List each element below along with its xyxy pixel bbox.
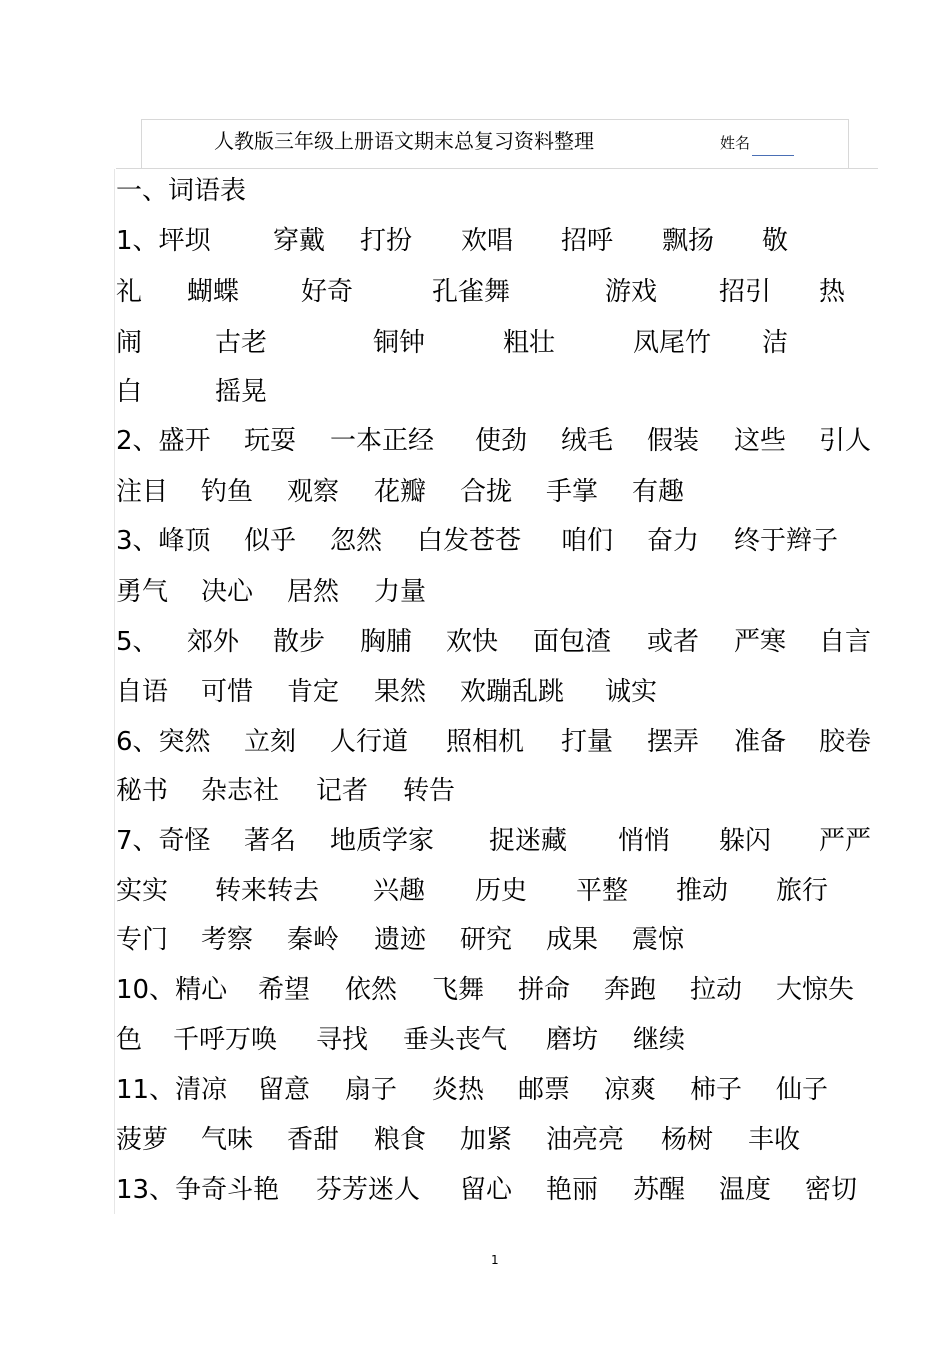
vocab-word: 奋力: [647, 526, 700, 556]
vocab-word: 决心: [201, 577, 254, 607]
header-frame-bottom: [116, 168, 878, 169]
vocab-line: [0, 523, 950, 559]
vocab-word: 菠萝: [116, 1125, 169, 1155]
vocab-word: 绒毛: [561, 426, 614, 456]
vocab-word: 成果: [546, 925, 599, 955]
vocab-word: 似乎: [244, 526, 297, 556]
vocab-line: [0, 972, 950, 1008]
page-number: 1: [491, 1253, 499, 1267]
vocab-line: [0, 574, 950, 610]
vocab-word: 研究: [460, 925, 513, 955]
vocab-word: 手掌: [546, 477, 599, 507]
vocab-line: [0, 325, 950, 361]
vocab-word: 推动: [676, 876, 729, 906]
vocab-word: 凤尾竹: [633, 328, 712, 358]
vocab-word: 留心: [460, 1175, 513, 1205]
vocab-word: 礼: [116, 277, 143, 307]
vocab-word: 引人: [819, 426, 872, 456]
vocab-word: 注目: [116, 477, 169, 507]
vocab-word: 欢快: [446, 627, 499, 657]
vocab-word: 加紧: [460, 1125, 513, 1155]
vocab-word: 照相机: [446, 727, 525, 757]
vocab-word: 洁: [762, 328, 789, 358]
vocab-word: 一本正经: [330, 426, 435, 456]
vocab-line: [0, 374, 950, 410]
vocab-line: [0, 1072, 950, 1108]
vocab-word: 仙子: [776, 1075, 829, 1105]
vocab-word: 勇气: [116, 577, 169, 607]
vocab-word: 留意: [258, 1075, 311, 1105]
vocab-word: 丰收: [748, 1125, 801, 1155]
vocab-word: 闹: [116, 328, 143, 358]
vocab-word: 著名: [244, 826, 297, 856]
vocab-word: 敬: [762, 226, 789, 256]
vocab-word: 转来转去: [215, 876, 320, 906]
vocab-word: 自言: [819, 627, 872, 657]
vocab-word: 准备: [734, 727, 787, 757]
vocab-word: 胸脯: [360, 627, 413, 657]
vocab-word: 6、突然: [116, 727, 211, 757]
vocab-word: 热: [819, 277, 846, 307]
vocab-word: 扇子: [345, 1075, 398, 1105]
vocab-word: 合拢: [460, 477, 513, 507]
header-frame-left: [141, 119, 142, 169]
vocab-word: 千呼万唤: [173, 1025, 278, 1055]
vocab-word: 转告: [403, 776, 456, 806]
vocab-line: [0, 773, 950, 809]
vocab-line: [0, 823, 950, 859]
vocab-word: 兴趣: [373, 876, 426, 906]
vocab-word: 穿戴: [273, 226, 326, 256]
vocab-word: 有趣: [632, 477, 685, 507]
vocab-word: 地质学家: [330, 826, 435, 856]
vocab-word: 温度: [719, 1175, 772, 1205]
vocab-word: 玩耍: [244, 426, 297, 456]
vocab-word: 飘扬: [662, 226, 715, 256]
vocab-word: 柿子: [690, 1075, 743, 1105]
vocab-word: 人行道: [330, 727, 409, 757]
vocab-word: 10、精心: [116, 975, 228, 1005]
vocab-word: 打量: [561, 727, 614, 757]
vocab-word: 郊外: [187, 627, 240, 657]
vocab-word: 忽然: [330, 526, 383, 556]
vocab-word: 使劲: [475, 426, 528, 456]
vocab-line: [0, 922, 950, 958]
vocab-line: [0, 724, 950, 760]
vocab-word: 蝴蝶: [187, 277, 240, 307]
vocab-word: 诚实: [605, 677, 658, 707]
vocab-line: [0, 624, 950, 660]
vocab-word: 悄悄: [618, 826, 671, 856]
vocab-word: 气味: [201, 1125, 254, 1155]
section-title: 一、词语表: [116, 176, 247, 206]
vocab-word: 秦岭: [287, 925, 340, 955]
vocab-word: 垂头丧气: [403, 1025, 508, 1055]
vocab-word: 秘书: [116, 776, 169, 806]
vocab-line: [0, 474, 950, 510]
vocab-word: 或者: [647, 627, 700, 657]
vocab-word: 杨树: [661, 1125, 714, 1155]
vocab-line: [0, 1122, 950, 1158]
vocab-word: 终于辫子: [734, 526, 839, 556]
vocab-word: 7、奇怪: [116, 826, 211, 856]
vocab-word: 粮食: [374, 1125, 427, 1155]
vocab-line: [0, 423, 950, 459]
vocab-word: 密切: [805, 1175, 858, 1205]
vocab-word: 历史: [475, 876, 528, 906]
vocab-word: 严寒: [734, 627, 787, 657]
vocab-line: [0, 1022, 950, 1058]
vocab-word: 油亮亮: [546, 1125, 625, 1155]
header-frame-right: [848, 119, 849, 169]
vocab-word: 旅行: [776, 876, 829, 906]
vocab-word: 力量: [374, 577, 427, 607]
vocab-word: 拉动: [690, 975, 743, 1005]
vocab-word: 孔雀舞: [432, 277, 511, 307]
vocab-line: [0, 873, 950, 909]
vocab-word: 面包渣: [533, 627, 612, 657]
vocab-word: 奔跑: [604, 975, 657, 1005]
vocab-word: 记者: [316, 776, 369, 806]
vocab-word: 钓鱼: [201, 477, 254, 507]
vocab-word: 实实: [116, 876, 169, 906]
vocab-word: 自语: [116, 677, 169, 707]
name-blank-line: [752, 155, 794, 156]
vocab-word: 打扮: [360, 226, 413, 256]
vocab-word: 炎热: [432, 1075, 485, 1105]
vocab-word: 古老: [215, 328, 268, 358]
vocab-word: 观察: [287, 477, 340, 507]
vocab-line: [0, 674, 950, 710]
vocab-word: 假装: [647, 426, 700, 456]
vocab-word: 摆弄: [647, 727, 700, 757]
vocab-line: [0, 223, 950, 259]
vocab-word: 肯定: [287, 677, 340, 707]
vocab-word: 考察: [201, 925, 254, 955]
vocab-word: 依然: [345, 975, 398, 1005]
vocab-word: 磨坊: [546, 1025, 599, 1055]
document-title: 人教版三年级上册语文期末总复习资料整理: [214, 129, 594, 153]
vocab-word: 5、: [116, 627, 159, 657]
vocab-word: 严严: [819, 826, 872, 856]
vocab-word: 招呼: [561, 226, 614, 256]
vocab-word: 立刻: [244, 727, 297, 757]
vocab-word: 飞舞: [432, 975, 485, 1005]
vocab-word: 香甜: [287, 1125, 340, 1155]
vocab-word: 可惜: [201, 677, 254, 707]
vocab-word: 摇晃: [215, 377, 268, 407]
vocab-word: 这些: [734, 426, 787, 456]
vocab-word: 杂志社: [201, 776, 280, 806]
vocab-word: 躲闪: [719, 826, 772, 856]
vocab-word: 继续: [633, 1025, 686, 1055]
vocab-word: 捉迷藏: [489, 826, 568, 856]
vocab-word: 招引: [719, 277, 772, 307]
vocab-word: 居然: [287, 577, 340, 607]
vocab-word: 平整: [576, 876, 629, 906]
vocab-word: 凉爽: [604, 1075, 657, 1105]
vocab-word: 11、清凉: [116, 1075, 228, 1105]
vocab-word: 好奇: [301, 277, 354, 307]
vocab-word: 专门: [116, 925, 169, 955]
vocab-word: 胶卷: [819, 727, 872, 757]
vocab-word: 寻找: [316, 1025, 369, 1055]
vocab-word: 艳丽: [546, 1175, 599, 1205]
vocab-word: 邮票: [518, 1075, 571, 1105]
vocab-word: 白: [116, 377, 143, 407]
vocab-word: 散步: [273, 627, 326, 657]
vocab-line: [0, 274, 950, 310]
vocab-word: 芬芳迷人: [316, 1175, 421, 1205]
vocab-word: 苏醒: [633, 1175, 686, 1205]
vocab-word: 拼命: [518, 975, 571, 1005]
vocab-word: 震惊: [632, 925, 685, 955]
vocab-word: 希望: [258, 975, 311, 1005]
vocab-word: 3、峰顶: [116, 526, 211, 556]
header-frame-top: [141, 119, 849, 120]
vocab-word: 2、盛开: [116, 426, 211, 456]
vocab-word: 咱们: [561, 526, 614, 556]
vocab-word: 色: [116, 1025, 143, 1055]
vocab-line: [0, 1172, 950, 1208]
vocab-word: 13、争奇斗艳: [116, 1175, 280, 1205]
vocab-word: 大惊失: [776, 975, 855, 1005]
vocab-word: 游戏: [605, 277, 658, 307]
vocab-word: 果然: [374, 677, 427, 707]
vocab-word: 铜钟: [373, 328, 426, 358]
vocab-word: 白发苍苍: [417, 526, 522, 556]
vocab-word: 1、坪坝: [116, 226, 211, 256]
vocab-word: 粗壮: [503, 328, 556, 358]
vocab-word: 花瓣: [374, 477, 427, 507]
vocab-word: 欢唱: [461, 226, 514, 256]
vocab-word: 欢蹦乱跳: [460, 677, 565, 707]
name-label: 姓名: [720, 134, 751, 152]
vocab-word: 遗迹: [374, 925, 427, 955]
